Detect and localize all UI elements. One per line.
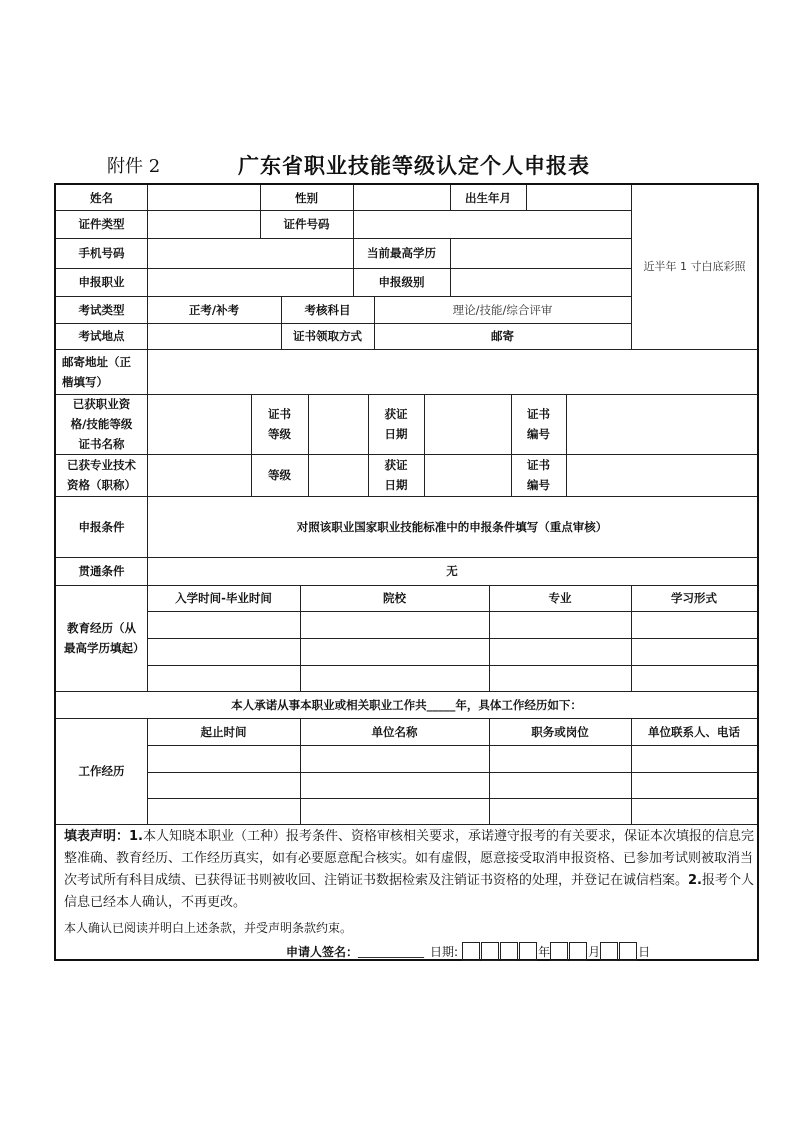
- application-form: [54, 183, 759, 961]
- year-digit-box[interactable]: [462, 942, 480, 961]
- level-label: 申报级别: [378, 275, 425, 289]
- month-digit-box[interactable]: [550, 942, 568, 961]
- day-label: 日: [638, 944, 651, 959]
- id-number-field[interactable]: [353, 210, 631, 238]
- professional-cert-field[interactable]: [147, 454, 251, 496]
- address-label: 邮寄地址（正楷填写）: [62, 354, 131, 389]
- cert-level-label: 证书等级: [268, 407, 291, 441]
- month-label: 月: [588, 944, 601, 959]
- page-header: [0, 150, 794, 180]
- declaration-text-2: 报考个人信息已经本人确认，不再更改。: [64, 873, 755, 910]
- cert-number-label: 证书编号: [527, 407, 550, 441]
- birth-field[interactable]: [526, 185, 631, 210]
- through-label: 贯通条件: [78, 564, 125, 578]
- vocational-cert-label: 已获职业资格/技能等级证书名称: [70, 397, 133, 451]
- through-value[interactable]: 无: [446, 564, 458, 578]
- vocational-cert-field[interactable]: [147, 394, 251, 454]
- year-digit-box[interactable]: [481, 942, 499, 961]
- professional-date-label: 获证日期: [384, 458, 408, 492]
- professional-level-label: 等级: [268, 468, 291, 482]
- cert-number-field[interactable]: [566, 394, 757, 454]
- year-digit-box[interactable]: [500, 942, 518, 961]
- conditions-value[interactable]: 对照该职业国家职业技能标准中的申报条件填写（重点审核）: [296, 519, 608, 534]
- birth-label: 出生年月: [465, 190, 511, 205]
- gender-label: 性别: [295, 190, 318, 205]
- exam-place-label: 考试地点: [78, 329, 125, 343]
- cert-level-field[interactable]: [308, 394, 368, 454]
- day-digit-box[interactable]: [600, 942, 618, 961]
- year-digit-box[interactable]: [519, 942, 537, 961]
- signature-label: 申请人签名：: [286, 944, 359, 959]
- work-history-label: 工作经历: [78, 764, 125, 778]
- name-label: 姓名: [90, 190, 113, 205]
- declaration-num-1: 1.: [129, 829, 143, 844]
- cert-date-field[interactable]: [424, 394, 511, 454]
- edu-header-mode: 学习形式: [671, 591, 717, 605]
- id-number-label: 证件号码: [283, 217, 330, 231]
- edu-header-period: 入学时间-毕业时间: [175, 591, 272, 605]
- occupation-field[interactable]: [147, 268, 353, 296]
- id-type-field[interactable]: [147, 210, 260, 238]
- date-label: 日期:: [430, 944, 459, 959]
- conditions-label: 申报条件: [78, 519, 125, 534]
- declaration: [64, 826, 754, 914]
- month-digit-box[interactable]: [569, 942, 587, 961]
- photo-area: 近半年 1 寸白底彩照: [643, 260, 746, 273]
- education-field[interactable]: [450, 238, 631, 268]
- work-header-position: 职务或岗位: [531, 724, 589, 739]
- cert-method-label: 证书领取方式: [293, 329, 362, 343]
- work-header-period: 起止时间: [200, 724, 247, 739]
- professional-date-field[interactable]: [424, 454, 511, 496]
- cert-date-label: 获证日期: [384, 407, 408, 441]
- day-digit-box[interactable]: [619, 942, 637, 961]
- work-header-company: 单位名称: [371, 724, 418, 739]
- edu-header-major: 专业: [548, 591, 572, 605]
- name-field[interactable]: [147, 185, 260, 210]
- level-field[interactable]: [450, 268, 631, 296]
- occupation-label: 申报职业: [78, 275, 125, 289]
- declaration-text-1: 本人知晓本职业（工种）报考条件、资格审核相关要求，承诺遵守报考的有关要求，保证本次填报的信息完整准确、教育经历、工作经历真实，如有必要愿意配合核实。如有虚假，愿意接受取消申报资格、已参加考试则被取消当次考试所有科目成绩、已获得证书则被收回、注销证书数据检索及注销证书资格的处理，并登记在诚信档案。: [64, 829, 755, 888]
- id-type-label: 证件类型: [78, 217, 125, 231]
- phone-field[interactable]: [147, 238, 353, 268]
- professional-level-field[interactable]: [308, 454, 368, 496]
- phone-label: 手机号码: [78, 246, 125, 260]
- education-history-label: 教育经历（从最高学历填起）: [64, 621, 145, 655]
- subject-value[interactable]: 理论/技能/综合评审: [452, 302, 553, 317]
- exam-place-field[interactable]: [147, 323, 281, 349]
- declaration-title: 填表声明：: [64, 829, 130, 844]
- signature-line[interactable]: ___________: [358, 944, 425, 958]
- signature-row: [286, 941, 650, 961]
- attachment-label: 附件 2: [107, 156, 161, 177]
- exam-type-label: 考试类型: [78, 302, 125, 317]
- gender-field[interactable]: [353, 185, 450, 210]
- declaration-num-2: 2.: [688, 873, 702, 888]
- cert-method-value[interactable]: 邮寄: [491, 329, 514, 343]
- exam-type-value[interactable]: 正考/补考: [188, 302, 240, 317]
- address-field[interactable]: [147, 349, 757, 394]
- edu-header-school: 院校: [383, 591, 406, 605]
- professional-number-label: 证书编号: [527, 458, 550, 492]
- professional-cert-label: 已获专业技术资格（职称）: [67, 458, 136, 492]
- confirm-text: 本人确认已阅读并明白上述条款，并受声明条款约束。: [64, 921, 353, 935]
- year-label: 年: [538, 944, 551, 959]
- professional-number-field[interactable]: [566, 454, 757, 496]
- work-header-contact: 单位联系人、电话: [648, 724, 740, 739]
- education-label: 当前最高学历: [367, 246, 436, 260]
- subject-label: 考核科目: [304, 302, 351, 317]
- work-promise[interactable]: 本人承诺从事本职业或相关职业工作共_____年，具体工作经历如下：: [231, 697, 582, 712]
- form-title: 广东省职业技能等级认定个人申报表: [238, 153, 590, 178]
